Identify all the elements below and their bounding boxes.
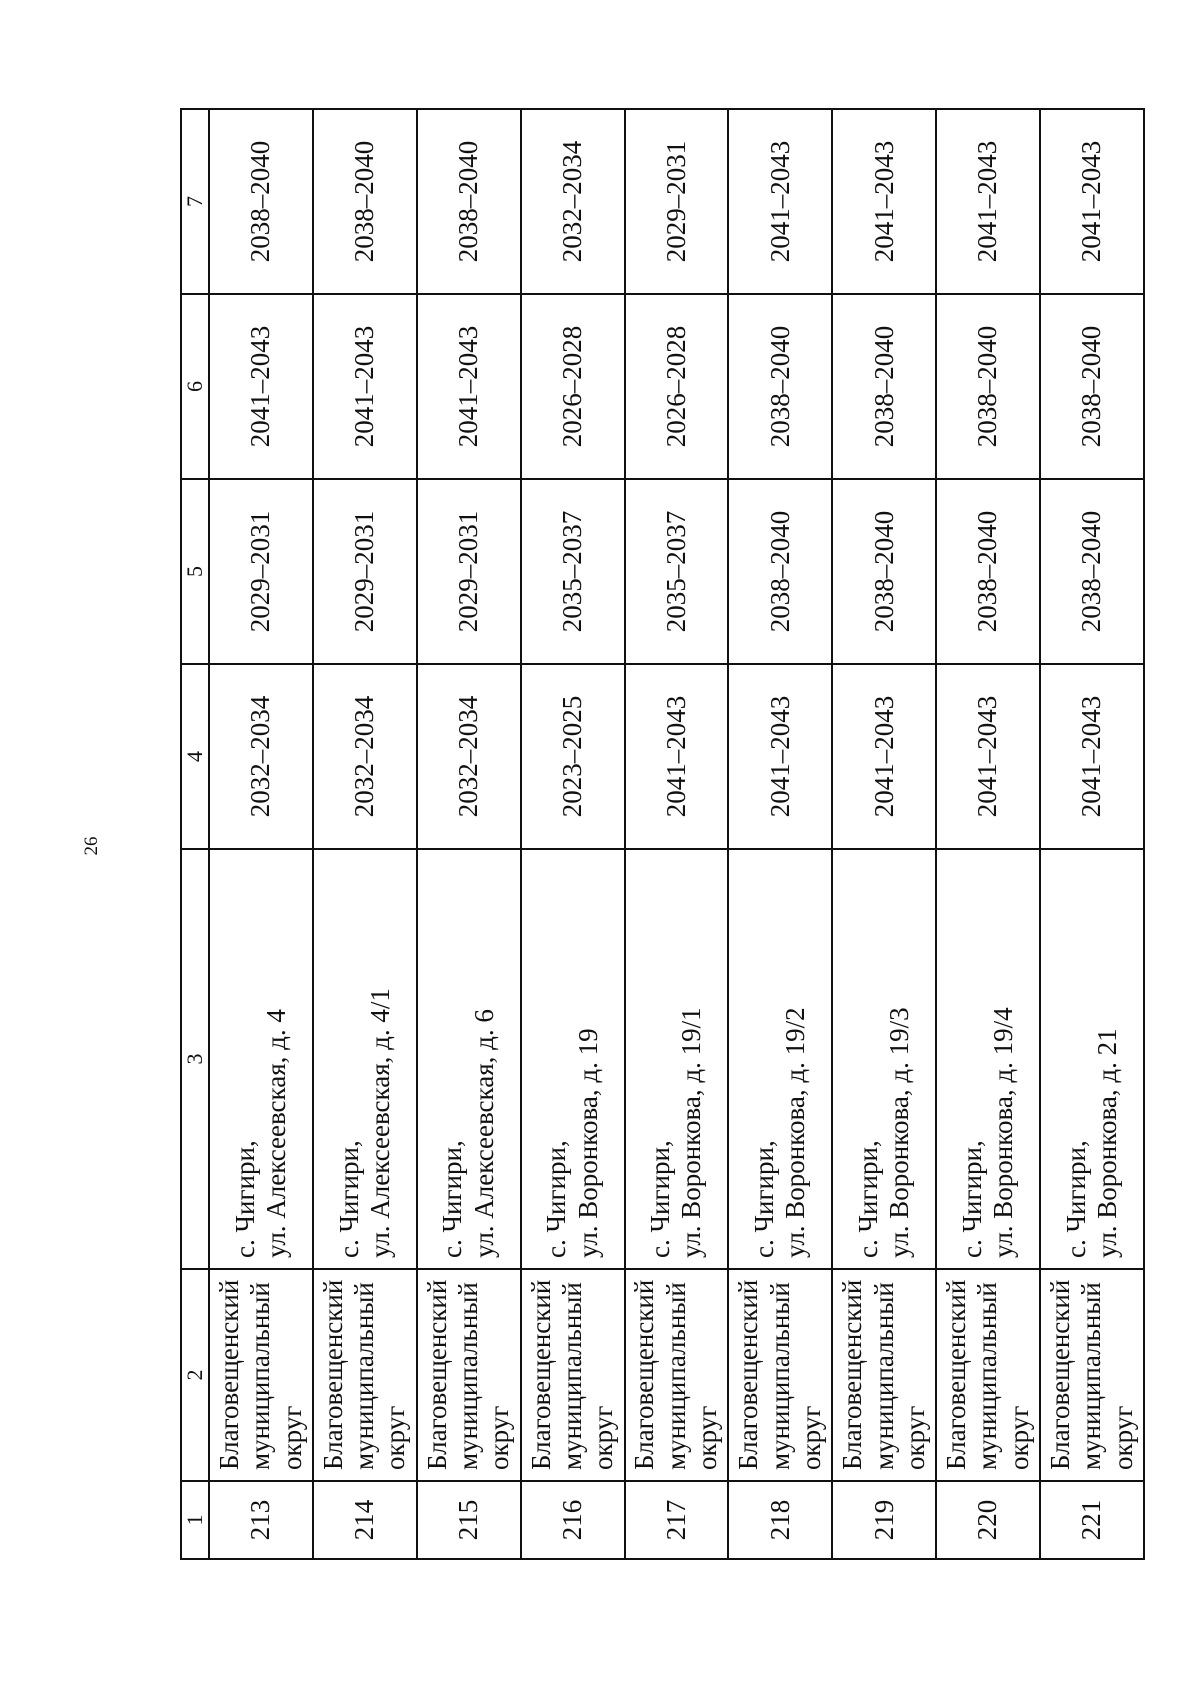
district-line: муниципальный	[556, 1282, 587, 1470]
row-number: 220	[936, 1481, 1040, 1559]
period-cell-col6: 2041–2043	[417, 294, 521, 479]
district-cell	[936, 1269, 1040, 1481]
row-number: 216	[521, 1481, 625, 1559]
period-cell-col7: 2029–2031	[625, 109, 729, 294]
district-line: Благовещенский	[525, 1279, 556, 1470]
district-line: округ	[899, 1405, 930, 1470]
district-line: округ	[380, 1405, 411, 1470]
district-line: округ	[1003, 1405, 1034, 1470]
row-number: 218	[728, 1481, 832, 1559]
table-row	[313, 109, 417, 1559]
period-cell-col5: 2038–2040	[832, 479, 936, 664]
period-cell-col7: 2038–2040	[417, 109, 521, 294]
row-number: 213	[209, 1481, 313, 1559]
address-line: ул. Алексеевская, д. 4	[260, 1009, 291, 1258]
row-number: 217	[625, 1481, 729, 1559]
period-cell-col5: 2038–2040	[728, 479, 832, 664]
period-cell-col4: 2041–2043	[728, 664, 832, 849]
row-number: 215	[417, 1481, 521, 1559]
period-cell-col7: 2041–2043	[728, 109, 832, 294]
district-cell	[728, 1269, 832, 1481]
row-number: 221	[1040, 1481, 1144, 1559]
period-cell-col5: 2038–2040	[1040, 479, 1144, 664]
page-number: 26	[81, 836, 102, 856]
address-line: ул. Воронкова, д. 19/1	[676, 1007, 707, 1258]
period-cell-col4: 2032–2034	[209, 664, 313, 849]
district-line: муниципальный	[453, 1282, 484, 1470]
period-cell-col7: 2041–2043	[1040, 109, 1144, 294]
address-line: ул. Воронкова, д. 19/2	[780, 1007, 811, 1258]
table-row	[936, 109, 1040, 1559]
district-line: муниципальный	[868, 1282, 899, 1470]
district-line: округ	[484, 1405, 515, 1470]
table-row	[209, 109, 313, 1559]
address-line: ул. Алексеевская, д. 6	[468, 1009, 499, 1258]
address-line: с. Чигири,	[437, 1140, 468, 1258]
district-cell	[313, 1269, 417, 1481]
row-number: 219	[832, 1481, 936, 1559]
district-cell	[209, 1269, 313, 1481]
period-cell-col6: 2038–2040	[832, 294, 936, 479]
period-cell-col5: 2029–2031	[209, 479, 313, 664]
column-header-6: 6	[181, 294, 209, 479]
period-cell-col5: 2035–2037	[625, 479, 729, 664]
address-line: ул. Воронкова, д. 19	[572, 1028, 603, 1258]
period-cell-col5: 2029–2031	[417, 479, 521, 664]
column-header-3: 3	[181, 849, 209, 1269]
address-line: с. Чигири,	[852, 1140, 883, 1258]
district-cell	[832, 1269, 936, 1481]
district-line: округ	[1107, 1405, 1138, 1470]
district-line: Благовещенский	[317, 1279, 348, 1470]
table-body	[181, 109, 1144, 1559]
district-line: Благовещенский	[421, 1279, 452, 1470]
period-cell-col5: 2029–2031	[313, 479, 417, 664]
period-cell-col5: 2038–2040	[936, 479, 1040, 664]
column-header-7: 7	[181, 109, 209, 294]
address-line: с. Чигири,	[956, 1140, 987, 1258]
district-cell	[1040, 1269, 1144, 1481]
address-cell	[625, 849, 729, 1269]
period-cell-col4: 2041–2043	[625, 664, 729, 849]
column-header-1: 1	[181, 1481, 209, 1559]
address-line: ул. Воронкова, д. 19/3	[884, 1007, 915, 1258]
address-cell	[209, 849, 313, 1269]
district-line: муниципальный	[245, 1282, 276, 1470]
period-cell-col7: 2038–2040	[209, 109, 313, 294]
period-cell-col4: 2023–2025	[521, 664, 625, 849]
rotated-table-wrapper	[180, 110, 1145, 1560]
district-line: муниципальный	[972, 1282, 1003, 1470]
table-row	[832, 109, 936, 1559]
period-cell-col7: 2032–2034	[521, 109, 625, 294]
period-cell-col7: 2038–2040	[313, 109, 417, 294]
address-line: ул. Воронкова, д. 19/4	[988, 1007, 1019, 1258]
address-line: с. Чигири,	[541, 1140, 572, 1258]
address-line: с. Чигири,	[1060, 1140, 1091, 1258]
period-cell-col4: 2041–2043	[936, 664, 1040, 849]
address-cell	[521, 849, 625, 1269]
address-cell	[728, 849, 832, 1269]
district-cell	[521, 1269, 625, 1481]
column-header-2: 2	[181, 1269, 209, 1481]
column-number-row	[181, 109, 209, 1559]
period-cell-col6: 2038–2040	[1040, 294, 1144, 479]
address-line: с. Чигири,	[333, 1140, 364, 1258]
address-line: с. Чигири,	[645, 1140, 676, 1258]
district-line: округ	[795, 1405, 826, 1470]
address-line: ул. Воронкова, д. 21	[1092, 1028, 1122, 1258]
district-line: Благовещенский	[941, 1279, 972, 1470]
district-line: муниципальный	[764, 1282, 795, 1470]
period-cell-col6: 2038–2040	[936, 294, 1040, 479]
address-cell	[936, 849, 1040, 1269]
period-cell-col7: 2041–2043	[832, 109, 936, 294]
row-number: 214	[313, 1481, 417, 1559]
address-cell	[1040, 849, 1144, 1269]
period-cell-col4: 2032–2034	[313, 664, 417, 849]
address-cell	[313, 849, 417, 1269]
period-cell-col5: 2035–2037	[521, 479, 625, 664]
address-cell	[832, 849, 936, 1269]
address-cell	[417, 849, 521, 1269]
table-row	[417, 109, 521, 1559]
period-cell-col6: 2026–2028	[625, 294, 729, 479]
district-line: Благовещенский	[733, 1279, 764, 1470]
district-line: Благовещенский	[213, 1279, 244, 1470]
table-row	[521, 109, 625, 1559]
district-line: округ	[276, 1405, 307, 1470]
period-cell-col6: 2041–2043	[313, 294, 417, 479]
period-cell-col6: 2038–2040	[728, 294, 832, 479]
district-line: округ	[692, 1405, 723, 1470]
period-cell-col6: 2026–2028	[521, 294, 625, 479]
address-line: с. Чигири,	[229, 1140, 260, 1258]
district-cell	[417, 1269, 521, 1481]
district-line: округ	[588, 1405, 619, 1470]
column-header-4: 4	[181, 664, 209, 849]
address-line: ул. Алексеевская, д. 4/1	[364, 988, 395, 1258]
column-header-5: 5	[181, 479, 209, 664]
district-cell	[625, 1269, 729, 1481]
table-row	[1040, 109, 1144, 1559]
housing-repair-schedule-table	[180, 108, 1145, 1560]
district-line: муниципальный	[1076, 1282, 1107, 1470]
district-line: Благовещенский	[1045, 1279, 1076, 1470]
district-line: муниципальный	[660, 1282, 691, 1470]
district-line: Благовещенский	[837, 1279, 868, 1470]
table-row	[625, 109, 729, 1559]
address-line: с. Чигири,	[749, 1140, 779, 1258]
period-cell-col4: 2032–2034	[417, 664, 521, 849]
district-line: Благовещенский	[629, 1279, 660, 1470]
period-cell-col6: 2041–2043	[209, 294, 313, 479]
period-cell-col4: 2041–2043	[1040, 664, 1144, 849]
district-line: муниципальный	[349, 1282, 380, 1470]
table-row	[728, 109, 832, 1559]
period-cell-col7: 2041–2043	[936, 109, 1040, 294]
period-cell-col4: 2041–2043	[832, 664, 936, 849]
